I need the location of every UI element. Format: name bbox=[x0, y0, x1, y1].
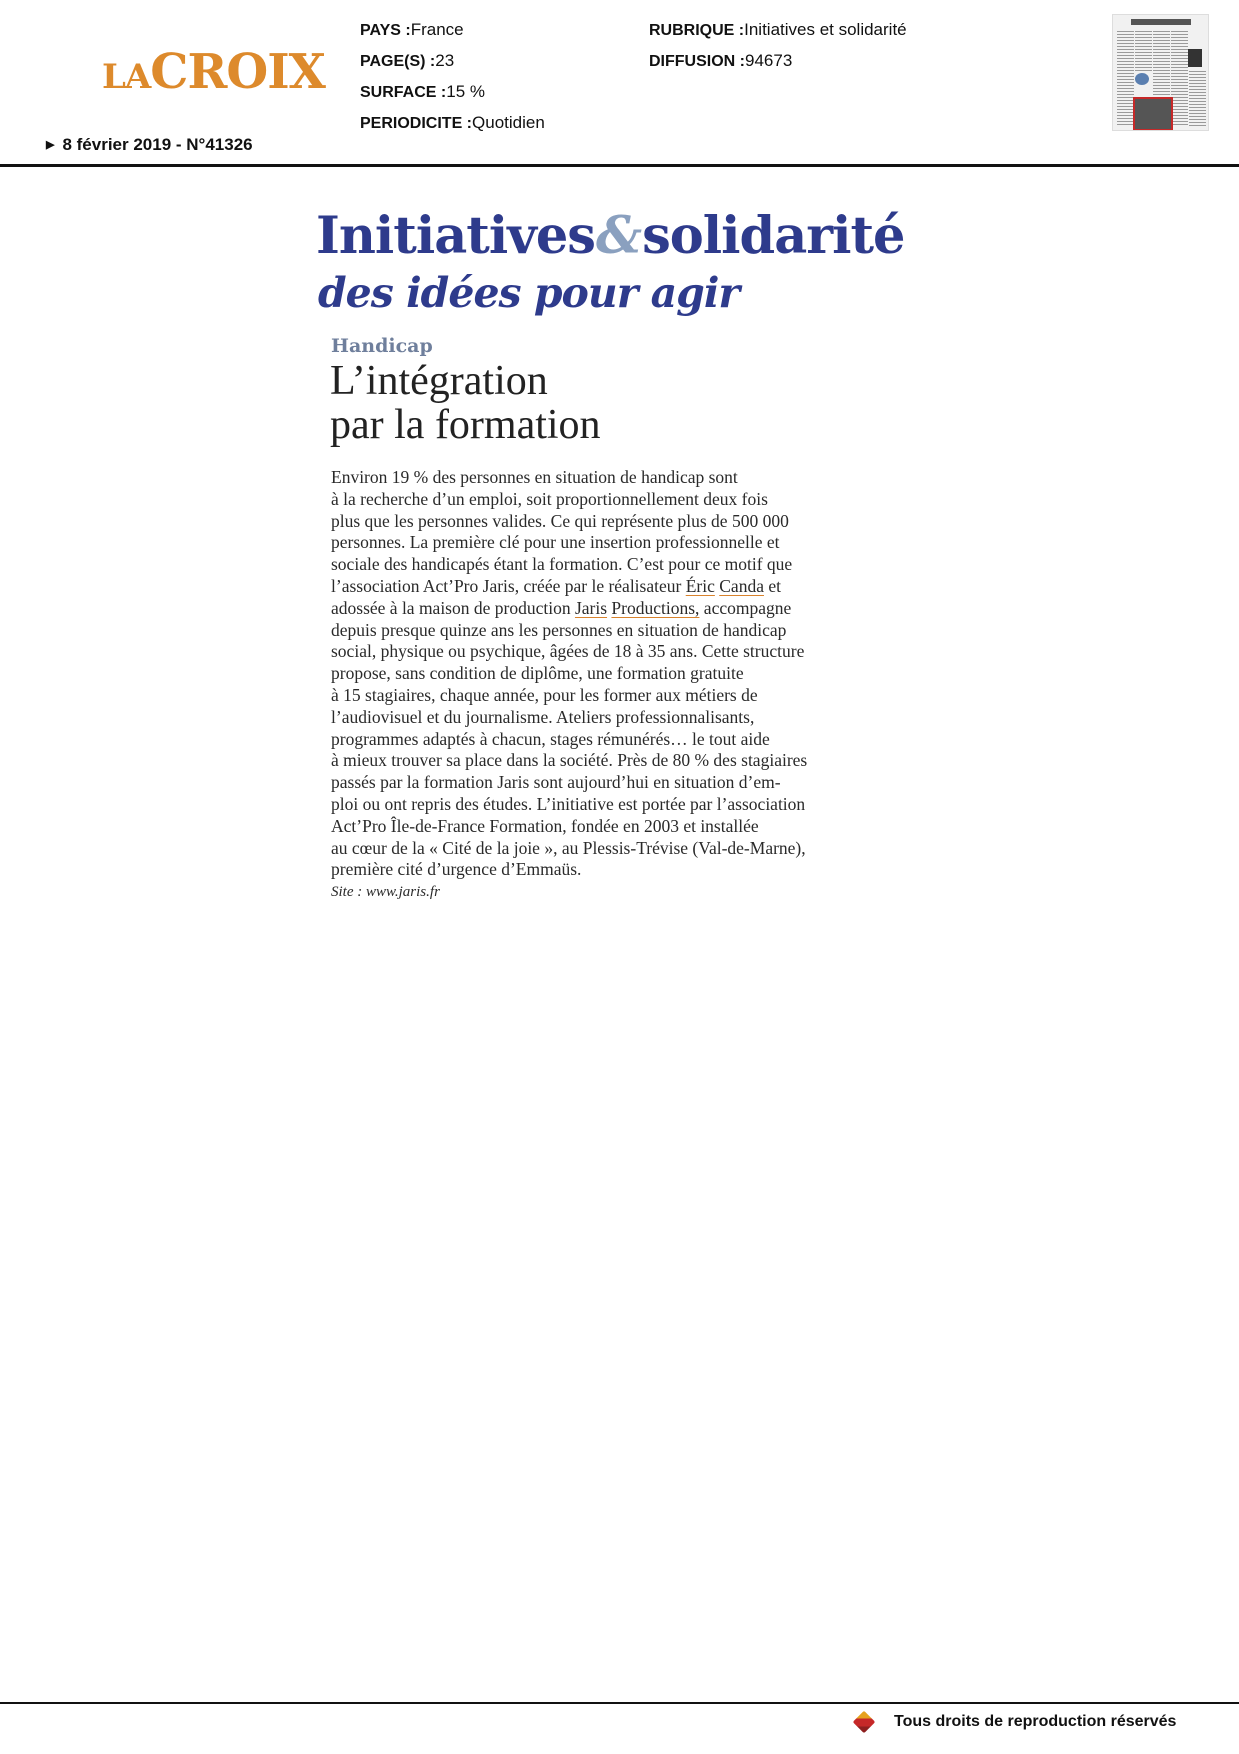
meta-pages: PAGE(S) :23 bbox=[360, 51, 455, 70]
headline-line: par la formation bbox=[330, 402, 601, 448]
meta-diffusion: DIFFUSION :94673 bbox=[649, 51, 793, 70]
body-line: programmes adaptés à chacun, stages rémunérés… le tout aide bbox=[331, 728, 770, 749]
meta-periodicite: PERIODICITE :Quotidien bbox=[360, 113, 545, 132]
body-line: social, physique ou psychique, âgées de 18 à 35 ans. Cette structure bbox=[331, 641, 805, 662]
thumbnail-column bbox=[1171, 31, 1188, 126]
rights-text: Tous droits de reproduction réservés bbox=[894, 1713, 1177, 1730]
meta-left bbox=[360, 15, 545, 139]
article-kicker: Handicap bbox=[331, 335, 433, 357]
page-thumbnail[interactable] bbox=[1112, 14, 1209, 131]
meta-pays: PAYS :France bbox=[360, 20, 464, 39]
body-line: première cité d’urgence d’Emmaüs. bbox=[331, 859, 582, 880]
footer bbox=[856, 1713, 1176, 1731]
headline-line: L’intégration bbox=[330, 358, 548, 404]
play-arrow-icon: ▶ bbox=[46, 139, 55, 151]
body-line: propose, sans condition de diplôme, une formation gratuite bbox=[331, 663, 744, 684]
meta-surface: SURFACE :15 % bbox=[360, 82, 485, 101]
thumbnail-article-highlight bbox=[1133, 97, 1173, 131]
la-croix-logo: LACROIX bbox=[102, 44, 325, 100]
thumbnail-column bbox=[1117, 31, 1134, 126]
article-site-link[interactable]: Site : www.jaris.fr bbox=[331, 884, 440, 900]
body-line: plus que les personnes valides. Ce qui représente plus de 500 000 bbox=[331, 510, 789, 531]
cube-logo-icon bbox=[853, 1711, 876, 1734]
body-line: Act’Pro Île-de-France Formation, fondée en 2003 et installée bbox=[331, 815, 759, 836]
body-line: personnes. La première clé pour une insertion professionnelle et bbox=[331, 532, 780, 553]
rubric-title: Initiatives&solidarité bbox=[316, 206, 905, 266]
body-line: l’association Act’Pro Jaris, créée par le réalisateur Éric Canda et bbox=[331, 575, 781, 596]
body-line: à 15 stagiaires, chaque année, pour les former aux métiers de bbox=[331, 684, 758, 705]
article-headline bbox=[330, 359, 601, 447]
body-line: ploi ou ont repris des études. L’initiative est portée par l’association bbox=[331, 793, 806, 814]
footer-divider bbox=[0, 1702, 1239, 1704]
body-line: à mieux trouver sa place dans la société. Près de 80 % des stagiaires bbox=[331, 750, 808, 771]
meta-rubrique: RUBRIQUE :Initiatives et solidarité bbox=[649, 20, 907, 39]
date-line bbox=[46, 135, 253, 155]
body-line: passés par la formation Jaris sont aujourd’hui en situation d’em- bbox=[331, 772, 781, 793]
link-productions[interactable]: Productions, bbox=[611, 597, 700, 618]
header-divider bbox=[0, 164, 1239, 167]
body-line: à la recherche d’un emploi, soit proportionnellement deux fois bbox=[331, 488, 768, 509]
link-jaris[interactable]: Jaris bbox=[574, 597, 608, 618]
body-line: adossée à la maison de production Jaris Productions, accompagne bbox=[331, 597, 792, 618]
thumbnail-column bbox=[1135, 31, 1152, 71]
link-canda[interactable]: Canda bbox=[719, 575, 764, 596]
thumbnail-image bbox=[1135, 73, 1149, 85]
link-eric[interactable]: Éric bbox=[685, 575, 715, 596]
thumbnail-image bbox=[1188, 49, 1202, 67]
meta-right bbox=[649, 15, 907, 77]
rubric-subtitle: des idées pour agir bbox=[318, 269, 739, 317]
body-line: depuis presque quinze ans les personnes en situation de handicap bbox=[331, 619, 787, 640]
body-line: Environ 19 % des personnes en situation de handicap sont bbox=[331, 467, 738, 487]
body-line: l’audiovisuel et du journalisme. Ateliers professionnalisants, bbox=[331, 706, 755, 727]
body-line: sociale des handicapés étant la formation. C’est pour ce motif que bbox=[331, 554, 793, 575]
article-body bbox=[331, 467, 891, 881]
date-text: 8 février 2019 - N°41326 bbox=[62, 135, 253, 154]
body-line: au cœur de la « Cité de la joie », au Plessis-Trévise (Val-de-Marne), bbox=[331, 837, 806, 858]
thumbnail-column bbox=[1189, 71, 1206, 126]
thumbnail-header-band bbox=[1131, 19, 1191, 25]
